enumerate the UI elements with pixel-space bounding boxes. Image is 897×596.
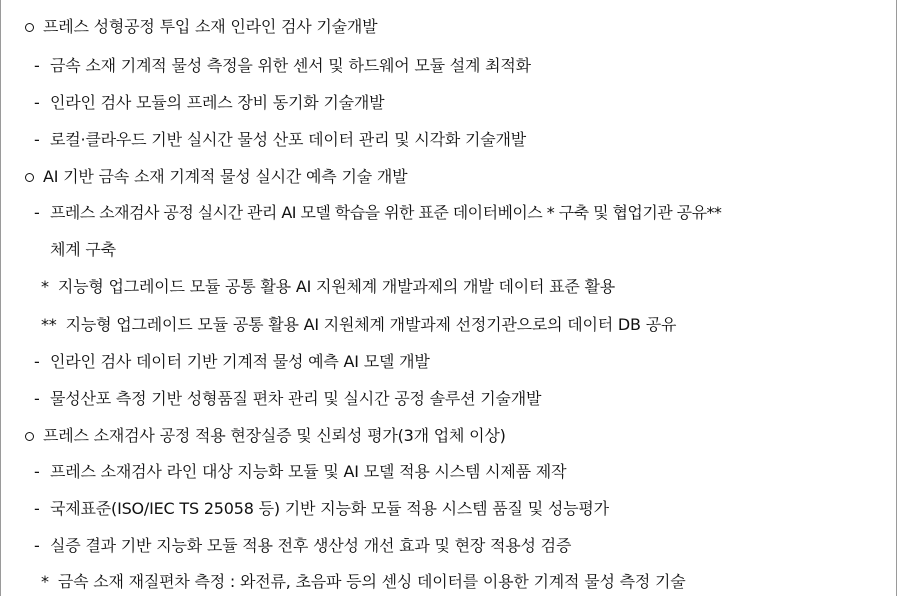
list-item: [34, 203, 721, 223]
list-item-text: 로컬·클라우드 기반 실시간 물성 산포 데이터 관리 및 시각화 기술개발: [50, 130, 527, 149]
footnote-text: 지능형 업그레이드 모듈 공통 활용 AI 지원체계 개발과제 선정기관으로의 데이터 DB 공유: [65, 315, 677, 334]
footnote: [41, 572, 686, 592]
dash-marker: -: [34, 462, 40, 481]
footnote: [41, 277, 615, 297]
section-heading-1: [25, 17, 377, 37]
list-item: [34, 389, 541, 409]
heading-text: 프레스 성형공정 투입 소재 인라인 검사 기술개발: [43, 17, 378, 36]
list-item-text: 프레스 소재검사 공정 실시간 관리 AI 모델 학습을 위한 표준 데이터베이스 * 구축 및 협업기관 공유**: [50, 203, 722, 222]
list-item: [34, 536, 571, 556]
dash-marker: -: [34, 352, 40, 371]
heading-text: 프레스 소재검사 공정 적용 현장실증 및 신뢰성 평가(3개 업체 이상): [43, 426, 506, 445]
list-item-text: 금속 소재 기계적 물성 측정을 위한 센서 및 하드웨어 모듈 설계 최적화: [50, 56, 531, 75]
dash-marker: -: [34, 536, 40, 555]
dash-marker: -: [34, 93, 40, 112]
footnote: [41, 315, 676, 335]
section-heading-3: [25, 426, 506, 446]
circle-bullet-icon: [25, 173, 34, 182]
dash-marker: -: [34, 56, 40, 75]
list-item-text: 물성산포 측정 기반 성형품질 편차 관리 및 실시간 공정 솔루션 기술개발: [50, 389, 542, 408]
list-item-text: 인라인 검사 모듈의 프레스 장비 동기화 기술개발: [50, 93, 385, 112]
list-item-text: 프레스 소재검사 라인 대상 지능화 모듈 및 AI 모델 적용 시스템 시제품 제작: [50, 462, 567, 481]
footnote-marker: *: [41, 277, 49, 296]
circle-bullet-icon: [25, 432, 34, 441]
list-item: [34, 499, 609, 519]
list-item-continuation: [50, 240, 116, 260]
footnote-marker: *: [41, 572, 49, 591]
list-item-text: 인라인 검사 데이터 기반 기계적 물성 예측 AI 모델 개발: [50, 352, 430, 371]
footnote-text: 금속 소재 재질편차 측정 : 와전류, 초음파 등의 센싱 데이터를 이용한 기계적 물성 측정 기술: [57, 572, 686, 591]
dash-marker: -: [34, 203, 40, 222]
continuation-text: 체계 구축: [50, 240, 116, 259]
list-item: [34, 462, 566, 482]
list-item: [34, 93, 384, 113]
dash-marker: -: [34, 499, 40, 518]
list-item-text: 국제표준(ISO/IEC TS 25058 등) 기반 지능화 모듈 적용 시스템 품질 및 성능평가: [50, 499, 609, 518]
dash-marker: -: [34, 130, 40, 149]
section-heading-2: [25, 167, 407, 187]
list-item-text: 실증 결과 기반 지능화 모듈 적용 전후 생산성 개선 효과 및 현장 적용성 검증: [50, 536, 572, 555]
list-item: [34, 352, 430, 372]
list-item: [34, 130, 526, 150]
list-item: [34, 56, 531, 76]
footnote-text: 지능형 업그레이드 모듈 공통 활용 AI 지원체계 개발과제의 개발 데이터 표준 활용: [57, 277, 616, 296]
dash-marker: -: [34, 389, 40, 408]
circle-bullet-icon: [25, 23, 34, 32]
footnote-marker: **: [41, 315, 57, 334]
heading-text: AI 기반 금속 소재 기계적 물성 실시간 예측 기술 개발: [43, 167, 408, 186]
